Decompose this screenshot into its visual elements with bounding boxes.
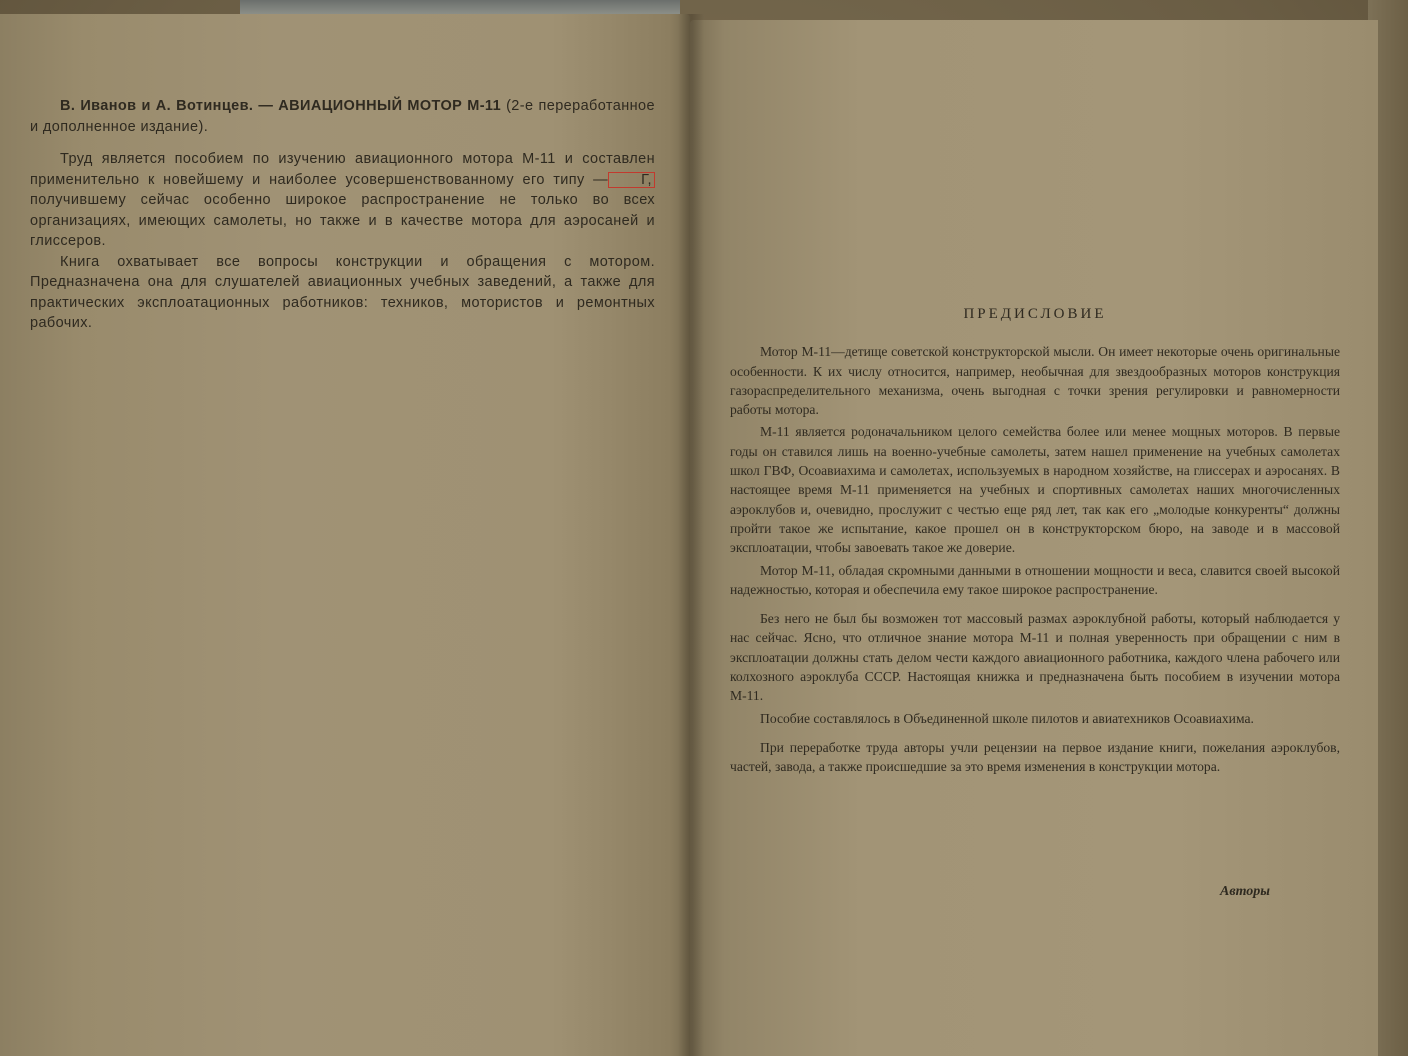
- right-page: [690, 20, 1378, 1056]
- left-page-text: [30, 96, 655, 334]
- book-edition: (2-е переработанное и дополненное издание).: [30, 98, 655, 135]
- red-box-mark: Г,: [608, 172, 655, 188]
- book-authors: В. Иванов и А. Вотинцев. —: [60, 98, 274, 114]
- preface-paragraph: Без него не был бы возможен тот массовый размах аэроклубной работы, который наблюдается у нас сейчас. Ясно, что отличное знание мотора М-11 и полная уверенность при обращении с ним в эксплоатации должны стать делом чести каждого авиационного работника, каждого члена рабочего или колхозного аэроклуба СССР. Настоящая книжка и предназначена быть пособием в изучении мотора М-11.: [730, 611, 1340, 704]
- preface-paragraph: Мотор М-11—детище советской конструкторской мысли. Он имеет некоторые очень оригинальные особенности. К их числу относится, например, необычная для звездообразных моторов конструкция газораспределительного механизма, очень выгодная с точки зрения регулировки и равномерности работы мотора.: [730, 344, 1340, 418]
- preface-title: ПРЕДИСЛОВИЕ: [963, 306, 1107, 322]
- preface-signature: Авторы: [1220, 884, 1271, 899]
- annotation-paragraph-2: Книга охватывает все вопросы конструкции и обращения с мотором. Предназначена она для слушателей авиационных учебных заведений, а также для практических эксплоатационных работников: техников, мотористов и ремонтных рабочих.: [30, 253, 655, 331]
- preface-paragraph: М-11 является родоначальником целого семейства более или менее мощных моторов. В первые годы он ставился лишь на военно-учебные самолеты, затем нашел применение на учебных самолетах школ ГВФ, Осоавиахима и самолетах, используемых в народном хозяйстве, на глиссерах и аэросанях. В настоящее время М-11 применяется на учебных и спортивных самолетах наших многочисленных аэроклубов и, очевидно, прослужит с честью еще ряд лет, так как его „молодые конкуренты“ должны пройти такое же испытание, какое прошел он в конструкторском бюро, на заводе и в массовой эксплоатации, чтобы завоевать такое же доверие.: [730, 424, 1340, 556]
- annotation-p1-end: получившему сейчас особенно широкое распространение не только во всех организациях, имеющих самолеты, но также и в качестве мотора для аэросаней и глиссеров.: [30, 192, 655, 249]
- preface: [730, 305, 1340, 780]
- preface-paragraph: Мотор М-11, обладая скромными данными в отношении мощности и веса, славится своей высокой надежностью, которая и обеспечила ему такое широкое распространение.: [730, 562, 1340, 597]
- left-page: [0, 14, 690, 1056]
- book-title: АВИАЦИОННЫЙ МОТОР М-11: [278, 98, 502, 114]
- book-annotation-heading: [30, 96, 655, 137]
- annotation-p1-start: Труд является пособием по изучению авиационного мотора М-11 и составлен применительно к новейшему и наиболее усовершенствованному его типу —: [30, 151, 655, 188]
- book-spine-shadow: [678, 14, 704, 1056]
- preface-paragraph: Пособие составлялось в Объединенной школе пилотов и авиатехников Осоавиахима.: [760, 710, 1254, 726]
- preface-paragraph: При переработке труда авторы учли рецензии на первое издание книги, пожелания аэроклубов, частей, завода, а также происшедшие за это время изменения в конструкции мотора.: [730, 739, 1340, 775]
- annotation-paragraph-1: [30, 149, 655, 252]
